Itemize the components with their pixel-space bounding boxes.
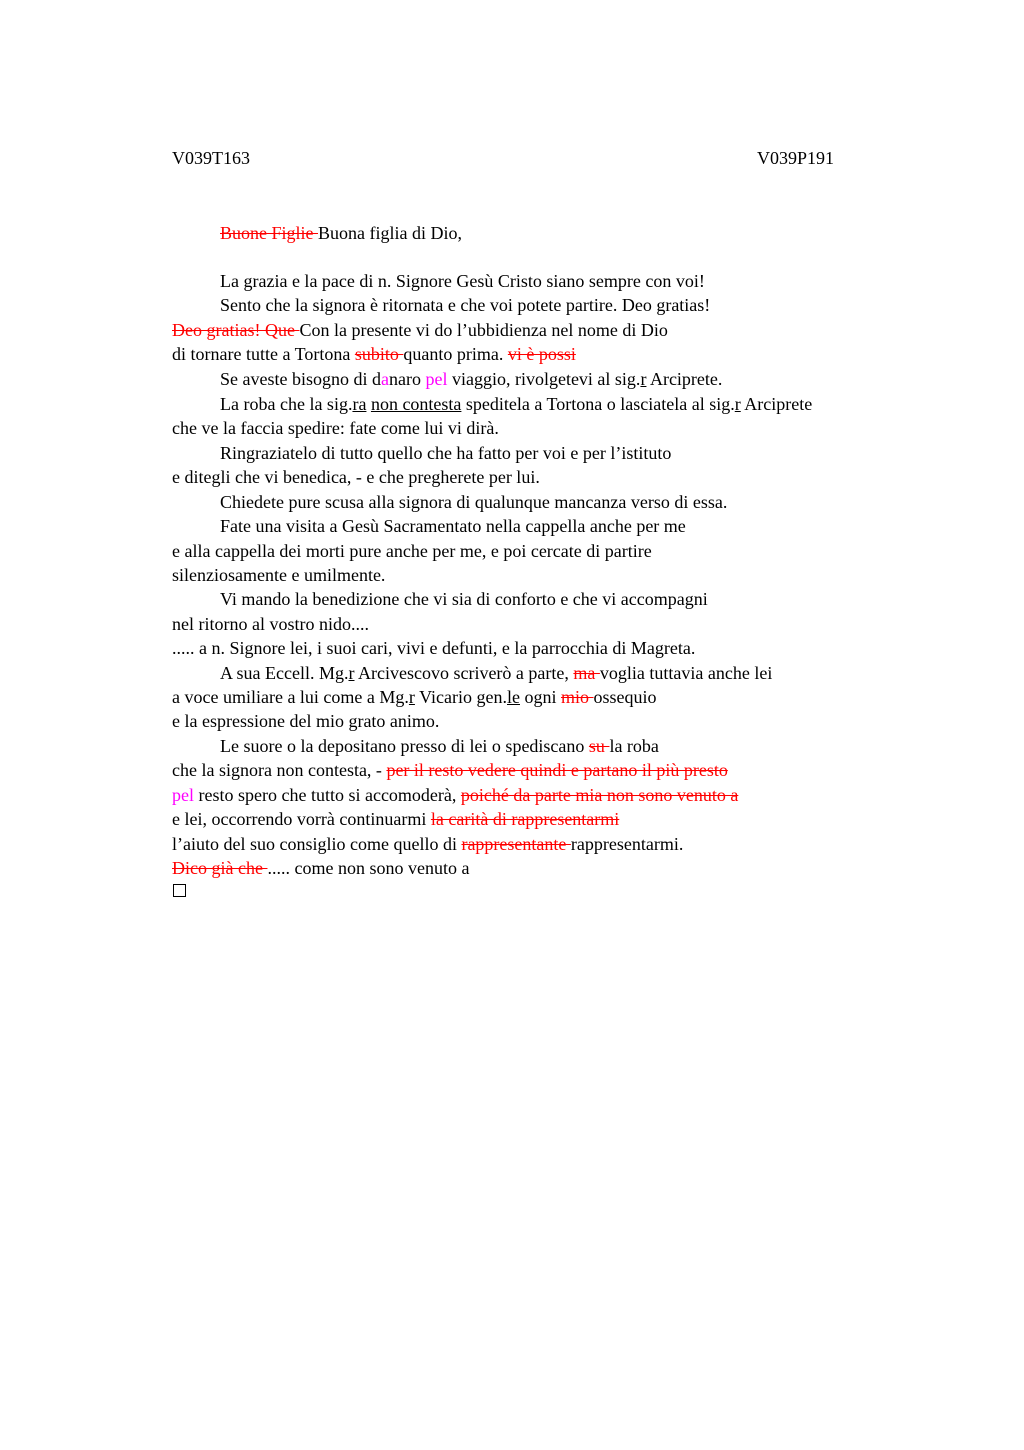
text-segment: voglia tuttavia anche lei [599,663,773,683]
text-segment: Buona figlia di Dio, [318,223,462,243]
text-segment: Arcivescovo scriverò a parte, [354,663,574,683]
text-segment: viaggio, rivolgetevi al sig. [447,369,641,389]
text-line [172,564,385,586]
text-line [172,637,695,659]
deleted-text: vi è possi [507,344,576,364]
text-segment: ossequio [593,687,657,707]
text-segment: Arciprete [740,394,813,414]
deleted-text: Dico già che [172,858,268,878]
text-line [172,784,738,806]
text-segment: l’aiuto del suo consiglio come quello di [172,834,462,854]
text-segment: Arciprete. [646,369,723,389]
text-line [172,808,619,830]
text-segment: silenziosamente e umilmente. [172,565,386,585]
text-segment: Con la presente vi do l’ubbidienza nel nome di Dio [299,320,668,340]
text-line [220,515,686,537]
inserted-text: pel [172,785,194,805]
text-segment: ..... come non sono venuto a [267,858,470,878]
text-segment: La grazia e la pace di n. Signore Gesù Cristo siano sempre con voi! [220,271,705,291]
underlined-text: r [348,663,355,683]
text-line [220,491,727,513]
text-line [172,343,576,365]
text-segment: nel ritorno al vostro nido.... [172,614,369,634]
text-segment: Le suore o la depositano presso di lei o spediscano [220,736,589,756]
text-segment: ..... a n. Signore lei, i suoi cari, vivi e defunti, e la parrocchia di Magreta. [172,638,696,658]
text-line [220,442,671,464]
deleted-text: la carità di rappresentarmi [430,809,620,829]
text-segment: Vi mando la benedizione che vi sia di conforto e che vi accompagni [220,589,708,609]
text-segment: che la signora non contesta, - [172,760,387,780]
text-segment: la roba [609,736,659,756]
text-line [220,588,708,610]
text-segment: di tornare tutte a Tortona [172,344,355,364]
underlined-text: r [408,687,415,707]
text-segment: quanto prima. [403,344,508,364]
end-mark-box-icon [173,884,186,897]
text-line [172,613,369,635]
text-line [172,710,439,732]
underlined-text: le [506,687,520,707]
text-segment: Sento che la signora è ritornata e che voi potete partire. Deo gratias! [220,295,711,315]
text-line [172,686,657,708]
underlined-text: r [640,369,647,389]
text-segment: La roba che la sig. [220,394,353,414]
text-segment: resto spero che tutto si accomoderà, [194,785,461,805]
text-segment: Se aveste bisogno di d [220,369,381,389]
text-line [172,540,652,562]
text-line [172,857,469,879]
text-line [220,393,812,415]
inserted-text: pel [425,369,448,389]
text-segment: e lei, occorrendo vorrà continuarmi [172,809,431,829]
text-line [172,319,668,341]
text-segment: e la espressione del mio grato animo. [172,711,440,731]
text-line [220,368,722,390]
text-segment: Fate una visita a Gesù Sacramentato nella cappella anche per me [220,516,686,536]
text-line [220,735,659,757]
underlined-text: ra [352,394,367,414]
text-segment: e ditegli che vi benedica, - e che pregherete per lui. [172,467,540,487]
text-segment: A sua Eccell. Mg. [220,663,349,683]
deleted-text: subito [354,344,404,364]
deleted-text: Deo gratias! Que [172,320,300,340]
text-segment: naro [388,369,426,389]
text-line [220,294,710,316]
text-segment: che ve la faccia spedire: fate come lui vi dirà. [172,418,499,438]
text-segment: Chiedete pure scusa alla signora di qualunque mancanza verso di essa. [220,492,728,512]
inserted-text: a [380,369,389,389]
text-segment: Vicario gen. [414,687,507,707]
underlined-text: r [734,394,741,414]
deleted-text: rappresentante [461,834,571,854]
deleted-text: ma [573,663,600,683]
text-line [172,417,499,439]
text-line [172,466,540,488]
text-segment: ogni [519,687,561,707]
underlined-text: non contesta [370,394,462,414]
text-segment: e alla cappella dei morti pure anche per me, e poi cercate di partire [172,541,652,561]
deleted-text: poiché da parte mia non sono venuto a [460,785,739,805]
text-segment: Ringraziatelo di tutto quello che ha fatto per voi e per l’istituto [220,443,672,463]
deleted-text: Buone Figlie [220,223,318,243]
salutation [220,222,462,244]
text-line [172,833,683,855]
text-line [220,662,772,684]
text-line [220,270,705,292]
deleted-text: su [588,736,610,756]
text-segment: speditela a Tortona o lasciatela al sig. [461,394,735,414]
text-segment: rappresentarmi. [570,834,684,854]
text-segment: a voce umiliare a lui come a Mg. [172,687,409,707]
deleted-text: mio [561,687,594,707]
text-line [172,759,728,781]
deleted-text: per il resto vedere quindi e partano il più presto [386,760,728,780]
doc-code-right: V039P191 [757,148,835,168]
doc-code-left: V039T163 [172,148,250,168]
